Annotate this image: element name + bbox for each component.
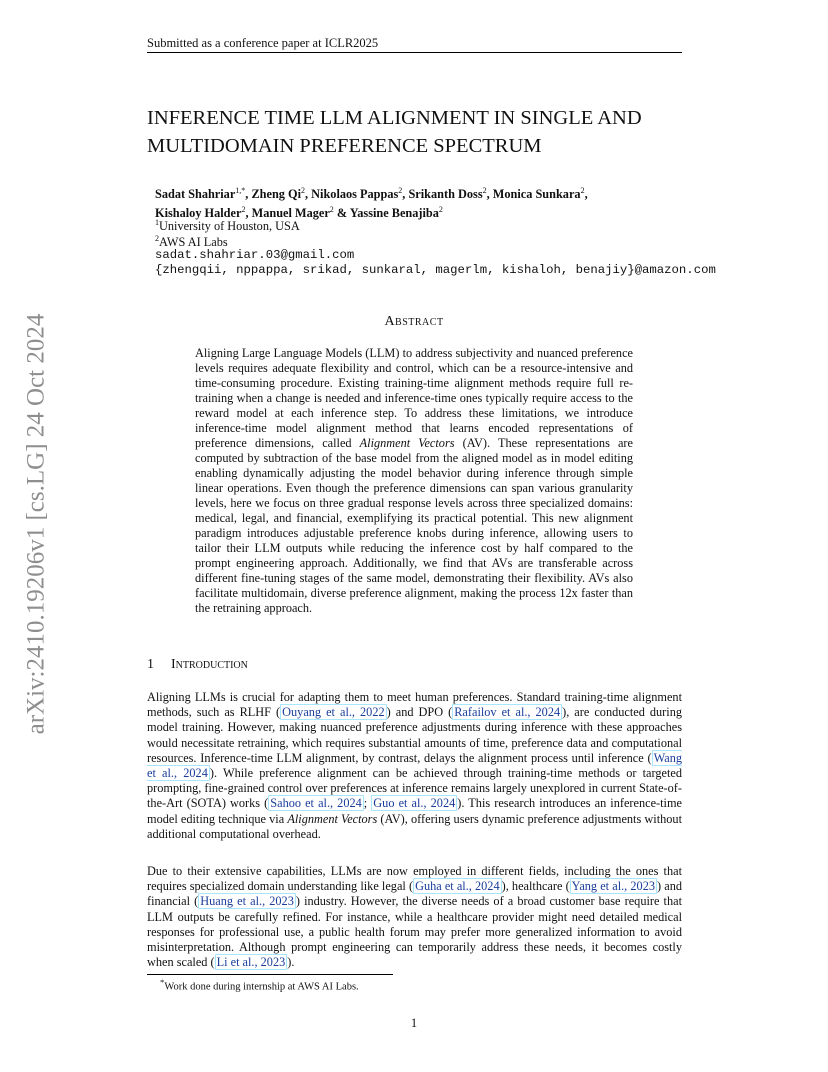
abstract-heading: Abstract (384, 314, 444, 329)
intro-paragraph-1: Aligning LLMs is crucial for adapting them to meet human preferences. Standard training-time alignment methods, such as RLHF ( Ouyang et al., 2022 ) and DPO ( Rafailov et al., 2024 ), are conducted during model training. However, making nuanced preference adjustments during inference with these approaches would necessitate retraining, which requires substantial amounts of time, preference data and computational resources. Inference-time LLM alignment, by contrast, delays the alignment process until inference ( Wang et al., 2024 ). While preference alignment can be achieved through training-time methods or targeted prompting, fine-grained control over preferences at inference remains largely unexplored in current State-of-the-Art (SOTA) works ( Sahoo et al., 2024 ; Guo et al., 2024 ). This research introduces an inference-time model editing technique via Alignment Vectors (AV), offering users dynamic preference adjustments without additional computational overhead. (147, 690, 682, 841)
intro-paragraph-2: Due to their extensive capabilities, LLMs are now employed in different fields, including the ones that requires specialized domain understanding like legal ( Guha et al., 2024 ), healthcare ( Yang et al., 2023 ) and financial ( Huang et al., 2023 ) industry. However, the diverse needs of a broad customer base require that LLM outputs be carefully refined. For instance, while a healthcare provider might need detailed medical responses for professional use, a public health forum may prefer more generalized information to avoid misinterpretation. Although prompt engineering can temporarily address these needs, it becomes costly when scaled ( Li et al., 2023 ). (147, 864, 682, 970)
author: Sadat Shahriar (155, 187, 236, 202)
author: Srikanth Doss (408, 187, 483, 202)
header-rule (147, 52, 682, 53)
title-line-2: MULTIDOMAIN PREFERENCE SPECTRUM (147, 135, 542, 157)
author-list: Sadat Shahriar$^{1,*}$, Zheng Qi$^2$, Nikolaos Pappas$^2$, Srikanth Doss$^2$, Monica Sunkara$^2$, Kishaloy Halder$^2$, Manuel Mager$^2$ & Yassine Benajiba$^2$ (155, 186, 588, 221)
title-line-1: INFERENCE TIME LLM ALIGNMENT IN SINGLE AND (147, 107, 642, 129)
footnote-rule (147, 974, 393, 975)
citation-link[interactable]: Yang et al., 2023 (571, 879, 655, 894)
arxiv-id: arXiv:2410.19206v1 [cs.LG] 24 Oct 2024 (22, 313, 50, 735)
author: Yassine Benajiba (349, 206, 439, 221)
affiliation-1: $^1$University of Houston, USA (155, 218, 300, 234)
affiliation-2: $^2$AWS AI Labs (155, 234, 228, 250)
abstract-body: Aligning Large Language Models (LLM) to address subjectivity and nuanced preference levels requires adequate flexibility and control, which can be a resource-intensive and time-consuming procedure. Existing training-time alignment methods require full re-training when a change is needed and inference-time ones typically require access to the reward model at each inference step. To address these limitations, we introduce inference-time model alignment method that learns encoded representations of preference dimensions, called Alignment Vectors (AV). These representations are computed by subtraction of the base model from the aligned model as in model editing enabling dynamically adjusting the model behavior during inference through simple linear operations. Even though the preference dimensions can span various granularity levels, here we focus on three gradual response levels across three specialized domains: medical, legal, and financial, exemplifying its practical potential. This new alignment paradigm introduces adjustable preference knobs during inference, allowing users to tailor their LLM outputs while reducing the inference cost by half compared to the prompt engineering approach. Additionally, we find that AVs are transferable across different fine-tuning stages of the same model, demonstrating their flexibility. AVs also facilitate multidomain, diverse preference alignment, making the process 12x faster than the retraining approach. (195, 346, 633, 615)
author: Nikolaos Pappas (311, 187, 399, 202)
citation-link[interactable]: Guo et al., 2024 (373, 796, 456, 811)
author: Kishaloy Halder (155, 206, 242, 221)
footnote: *Work done during internship at AWS AI Labs. (160, 977, 359, 993)
citation-link[interactable]: Rafailov et al., 2024 (454, 705, 561, 720)
email-1: sadat.shahriar.03@gmail.com (155, 248, 355, 262)
citation-link[interactable]: Wang et al., 2024 (147, 750, 682, 781)
conference-header: Submitted as a conference paper at ICLR2025 (147, 36, 379, 50)
arxiv-watermark (22, 289, 50, 759)
author: Manuel Mager (251, 206, 330, 221)
citation-link[interactable]: Guha et al., 2024 (415, 879, 500, 894)
citation-link[interactable]: Li et al., 2023 (216, 955, 286, 970)
page-number: 1 (410, 1016, 418, 1030)
email-2: {zhengqii, nppappa, srikad, sunkaral, magerlm, kishaloh, benajiy}@amazon.com (155, 263, 716, 277)
paper-title (147, 104, 707, 160)
citation-link[interactable]: Huang et al., 2023 (200, 894, 294, 909)
citation-link[interactable]: Ouyang et al., 2022 (282, 705, 385, 720)
author: Monica Sunkara (492, 187, 581, 202)
citation-link[interactable]: Sahoo et al., 2024 (270, 796, 362, 811)
section-heading-introduction: 1 Introduction (147, 657, 248, 672)
author: Zheng Qi (251, 187, 301, 202)
